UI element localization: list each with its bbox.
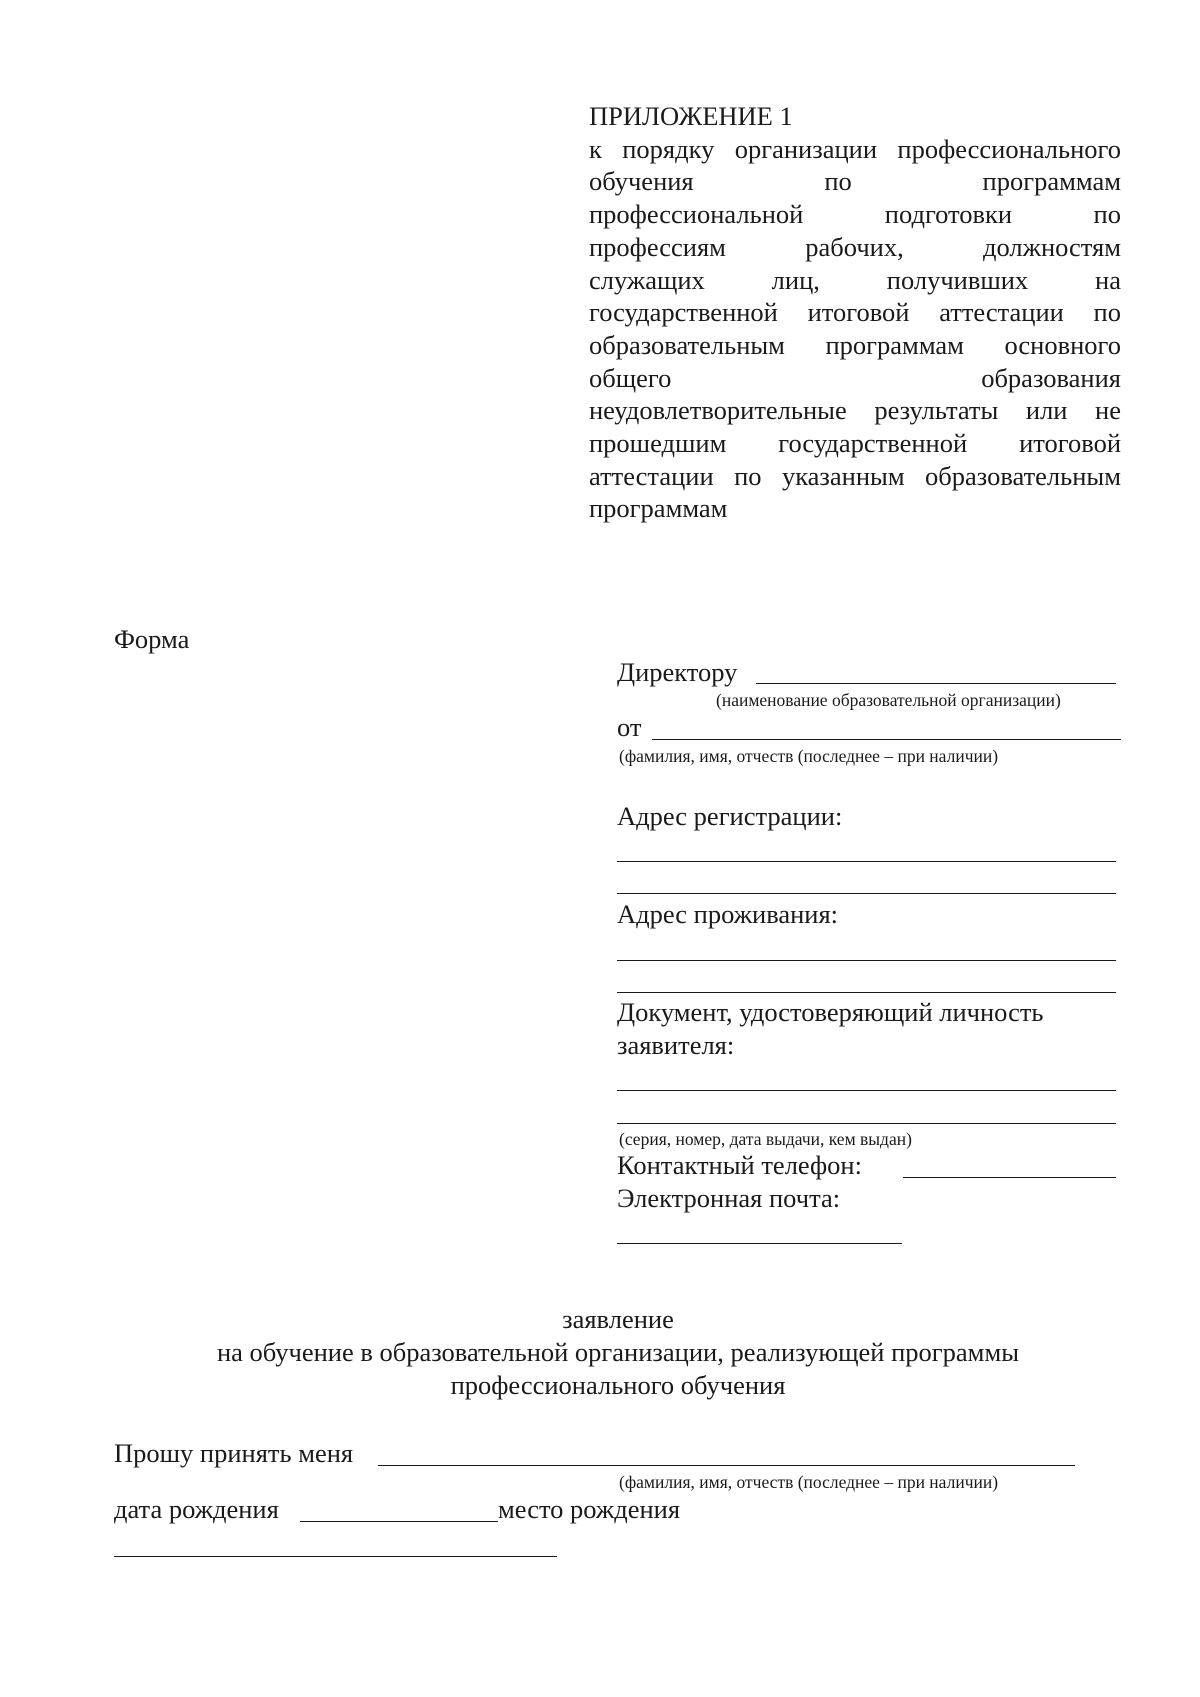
registration-label: Адрес регистрации: [617, 801, 843, 831]
birth-place-input-line[interactable] [114, 1556, 557, 1557]
from-label: от [617, 712, 642, 742]
appendix-line: обучения по программам [589, 166, 1121, 197]
form-label: Форма [114, 624, 190, 654]
document-hint: (серия, номер, дата выдачи, кем выдан) [619, 1129, 912, 1149]
birth-date-label: дата рождения [114, 1494, 279, 1524]
request-label: Прошу принять меня [114, 1438, 354, 1468]
phone-label: Контактный телефон: [617, 1150, 862, 1180]
residence-input-line-2[interactable] [617, 992, 1116, 993]
director-label: Директору [617, 657, 738, 687]
appendix-line: неудовлетворительные результаты или не [589, 395, 1121, 426]
document-input-line-2[interactable] [617, 1123, 1116, 1124]
birth-date-input-line[interactable] [300, 1521, 498, 1522]
appendix-line: профессиональной подготовки по [589, 199, 1121, 230]
appendix-block [589, 100, 1121, 525]
document-title-line-3: профессионального обучения [450, 1370, 786, 1400]
appendix-line: прошедшим государственной итоговой [589, 428, 1121, 459]
from-input-line[interactable] [652, 739, 1121, 740]
document-title-line-2: на обучение в образовательной организации, реализующей программы [216, 1337, 1020, 1367]
email-input-line[interactable] [617, 1243, 902, 1244]
appendix-heading: ПРИЛОЖЕНИЕ 1 [589, 101, 793, 131]
document-label-2: заявителя: [617, 1030, 735, 1060]
registration-input-line-2[interactable] [617, 893, 1116, 894]
appendix-last-line: программам [589, 493, 728, 524]
director-hint: (наименование образовательной организации) [716, 690, 1061, 710]
appendix-line: государственной итоговой аттестации по [589, 297, 1121, 328]
appendix-line: образовательным программам основного [589, 329, 1121, 360]
request-hint: (фамилия, имя, отчеств (последнее – при наличии) [619, 1472, 999, 1492]
appendix-line: к порядку организации профессионального [589, 133, 1121, 164]
email-label: Электронная почта: [617, 1183, 841, 1213]
director-input-line[interactable] [756, 683, 1116, 684]
request-input-line[interactable] [378, 1465, 1075, 1466]
appendix-line: служащих лиц, получивших на [589, 264, 1121, 295]
appendix-line: профессиям рабочих, должностям [589, 231, 1121, 262]
phone-input-line[interactable] [903, 1177, 1116, 1178]
document-title: заявление [562, 1304, 674, 1334]
appendix-line: аттестации по указанным образовательным [589, 460, 1121, 491]
document-label: Документ, удостоверяющий личность [617, 997, 1044, 1027]
birth-place-label: место рождения [498, 1494, 681, 1524]
residence-input-line[interactable] [617, 960, 1116, 961]
from-hint: (фамилия, имя, отчеств (последнее – при наличии) [619, 746, 999, 766]
document-input-line[interactable] [617, 1090, 1116, 1091]
registration-input-line[interactable] [617, 861, 1116, 862]
residence-label: Адрес проживания: [617, 899, 839, 929]
appendix-line: общего образования [589, 362, 1121, 393]
